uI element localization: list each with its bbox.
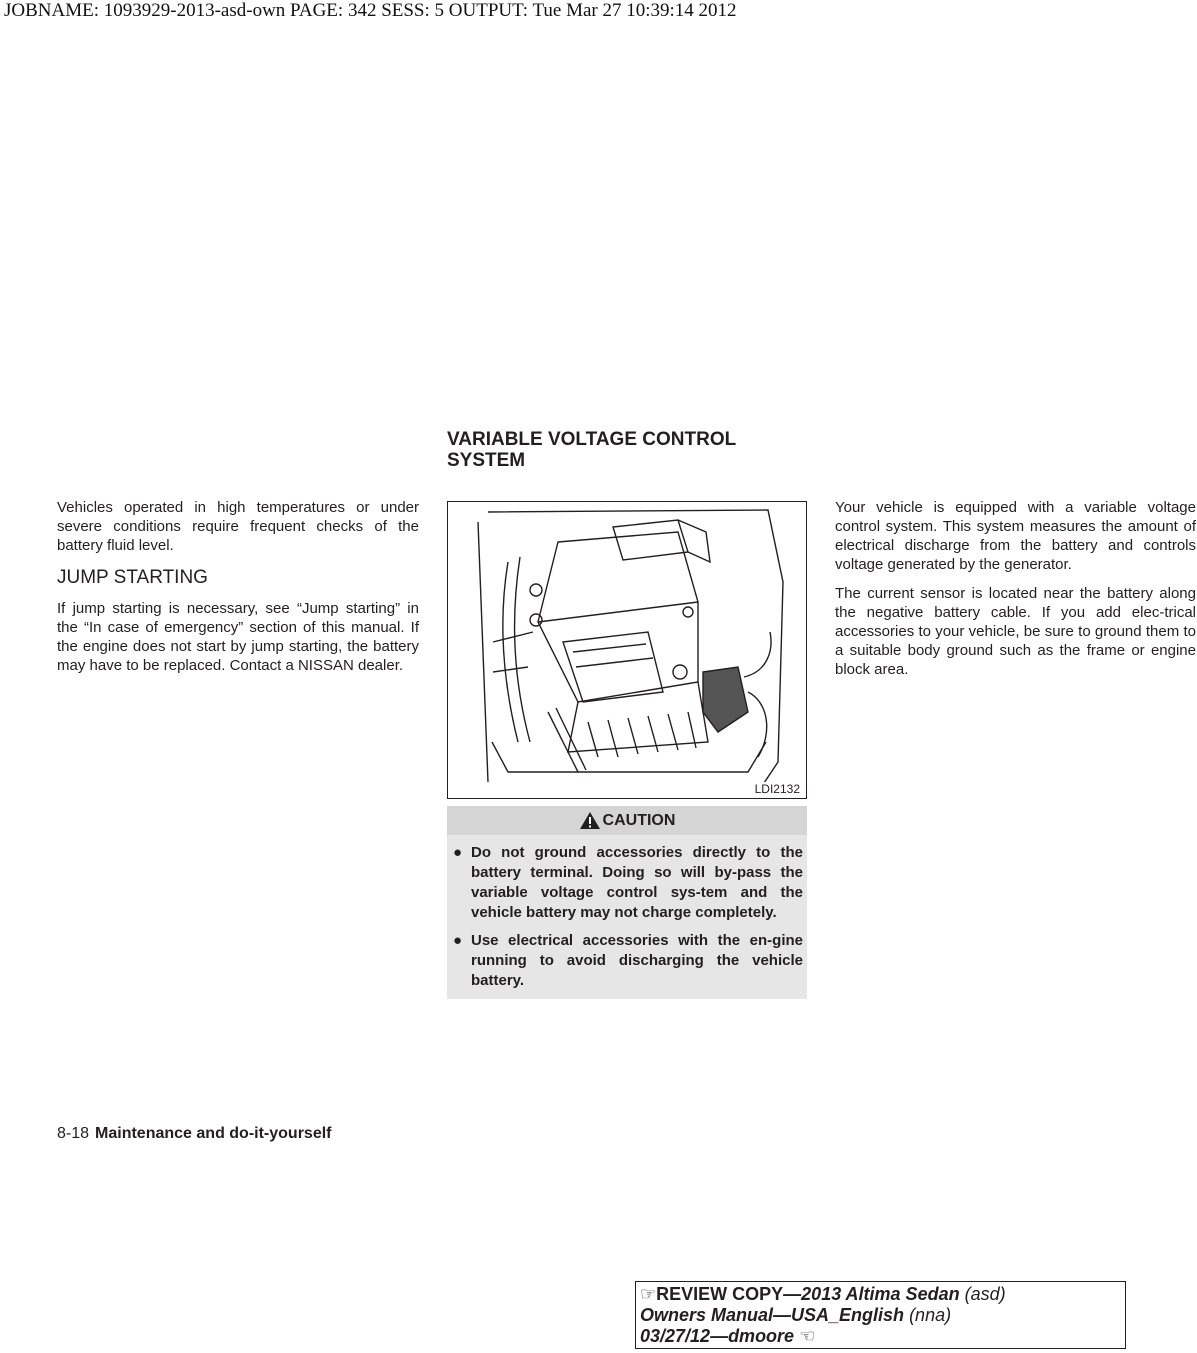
pointing-hand-left-icon: ☜ bbox=[799, 1326, 816, 1346]
bullet-icon: ● bbox=[453, 932, 463, 949]
vvc-description-paragraph: Your vehicle is equipped with a variable voltage control system. This system measures the amount of electrical discharge from the battery and controls voltage generated by the generator. bbox=[835, 499, 1196, 573]
review-copy-box bbox=[635, 1281, 1126, 1349]
right-column bbox=[835, 498, 1196, 689]
jump-starting-heading: JUMP STARTING bbox=[57, 567, 208, 588]
caution-item bbox=[447, 931, 803, 991]
jump-starting-paragraph: If jump starting is necessary, see “Jump starting” in the “In case of emergency” section of this manual. If the engine does not start by jump starting, the battery may have to be replaced. Contact a NISSAN dealer. bbox=[57, 600, 419, 674]
battery-illustration bbox=[447, 501, 807, 799]
page-footer bbox=[57, 1125, 332, 1143]
review-label: REVIEW COPY— bbox=[656, 1284, 802, 1304]
caution-item bbox=[447, 843, 803, 923]
model-code: (asd) bbox=[959, 1284, 1006, 1304]
pointing-hand-icon: ☞ bbox=[640, 1284, 657, 1304]
review-line-3 bbox=[640, 1326, 1125, 1347]
current-sensor-paragraph: The current sensor is located near the battery along the negative battery cable. If you add elec-trical accessories to your vehicle, be sure to ground them to a suitable body ground such as the frame or engine block area. bbox=[835, 585, 1196, 678]
bullet-icon: ● bbox=[453, 844, 463, 861]
job-header-line: JOBNAME: 1093929-2013-asd-own PAGE: 342 SESS: 5 OUTPUT: Tue Mar 27 10:39:14 2012 bbox=[4, 0, 737, 21]
review-line-1 bbox=[640, 1284, 1125, 1305]
caution-item-text: Do not ground accessories directly to the battery terminal. Doing so will by-pass the variable voltage control sys-tem and the vehicle battery may not charge completely. bbox=[471, 844, 803, 921]
caution-header bbox=[447, 806, 807, 835]
page-number: 8-18 bbox=[57, 1125, 90, 1142]
caution-list bbox=[447, 835, 807, 999]
language-code: (nna) bbox=[904, 1305, 952, 1325]
caution-item-text: Use electrical accessories with the en-gine running to avoid discharging the vehicle battery. bbox=[471, 932, 803, 989]
battery-engine-bay-drawing bbox=[448, 502, 806, 798]
section-title-line2: SYSTEM bbox=[447, 450, 526, 471]
caution-label: CAUTION bbox=[602, 811, 676, 829]
section-title bbox=[447, 429, 807, 471]
model-name: 2013 Altima Sedan bbox=[801, 1284, 960, 1304]
review-line-2 bbox=[640, 1305, 1125, 1326]
battery-fluid-paragraph: Vehicles operated in high temperatures or under severe conditions require frequent checks of the battery fluid level. bbox=[57, 499, 419, 554]
manual-name: Owners Manual—USA_English bbox=[640, 1305, 905, 1325]
review-date-author: 03/27/12—dmoore bbox=[640, 1326, 795, 1346]
section-title-line1: VARIABLE VOLTAGE CONTROL bbox=[447, 429, 737, 450]
figure-code: LDI2132 bbox=[754, 782, 800, 796]
warning-triangle-icon bbox=[579, 811, 601, 830]
left-column bbox=[57, 498, 419, 685]
footer-section-name: Maintenance and do-it-yourself bbox=[95, 1125, 332, 1142]
caution-box bbox=[447, 806, 807, 999]
